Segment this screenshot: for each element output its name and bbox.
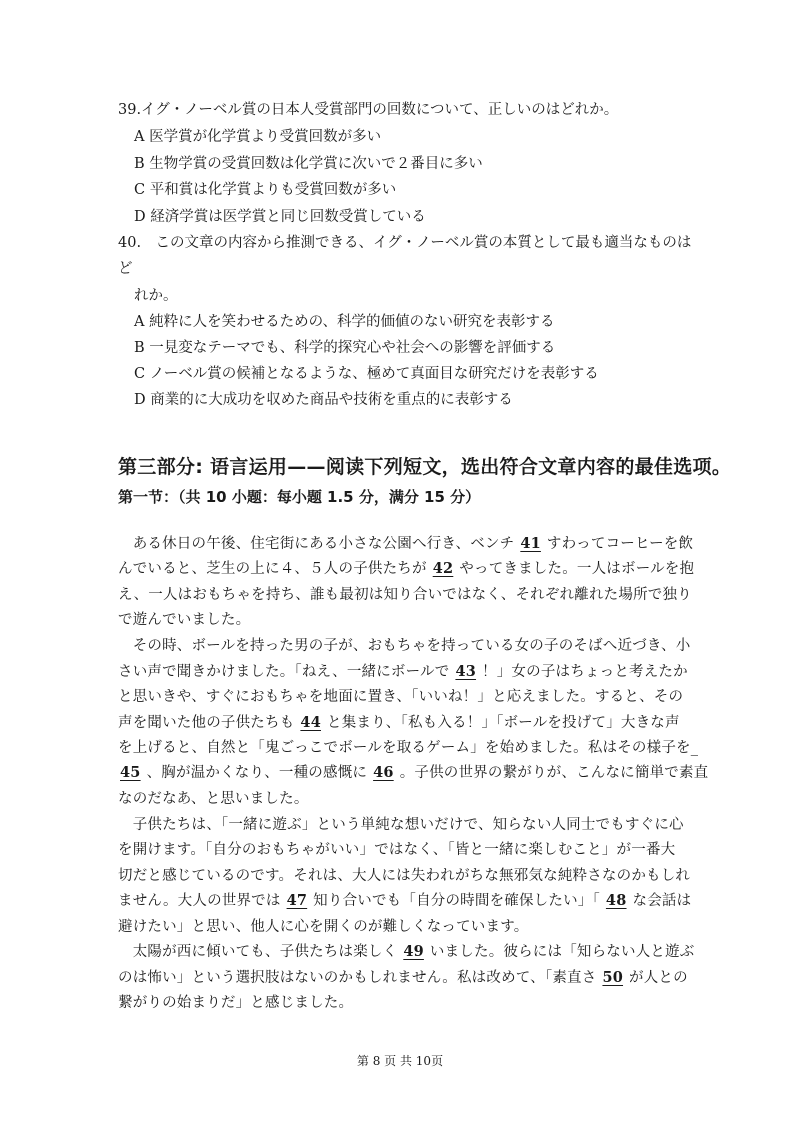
passage-line: さい声で聞きかけました。「ねえ、一緒にボールで 43 ！」女の子はちょっと考えたか [118,663,688,680]
blank-50: 50 [602,969,624,986]
passage-line: 子供たちは、「一緒に遊ぶ」という単純な想いだけで、知らない人同士でもすぐに心 [118,817,684,833]
passage-line: んでいると、芝生の上に４、５人の子供たちが 42 やってきました。一人はボールを抱 [118,560,695,577]
passage-line: 切だと感じているのです。それは、大人には失われがちな無邪気な純粋さなのかもしれ [118,868,691,884]
blank-45: 45 [120,764,141,781]
passage-line: 声を聞いた他の子供たちも 44 と集まり、「私も入る！」「ボールを投げて」大きな声 [118,714,680,731]
passage-line: なのだなあ、と思いました。 [118,791,309,807]
question-40-option-c: C ノーベル賞の候補となるような、極めて真面目な研究だけを表彰する [134,366,599,382]
section-subtitle: 第一节：（共 10 小题：每小题 1.5 分，满分 15 分） [118,488,481,506]
blank-43: 43 [455,663,477,680]
passage-line: 太陽が西に傾いても、子供たちは楽しく 49 いました。彼らには「知らない人と遊ぶ [118,943,695,960]
page-number-footer: 第 8 页 共 10页 [356,1054,444,1068]
question-40-option-a: A 純粋に人を笑わせるための、科学的価値のない研究を表彰する [134,314,555,330]
blank-41: 41 [520,535,541,552]
passage-line: を上げると、自然と「鬼ごっこでボールを取るゲーム」を始めました。私はその様子を_ [118,740,699,756]
question-39-option-c: C 平和賞は化学賞よりも受賞回数が多い [134,182,397,198]
passage-line: え、一人はおもちゃを持ち、誰も最初は知り合いではなく、それぞれ離れた場所で独り [118,587,692,603]
blank-48: 48 [605,892,627,909]
question-40-stem-cont: れか。 [134,288,178,304]
passage-line: ません。大人の世界では 47 知り合いでも「自分の時間を確保したい」「 48 な会話は [118,892,692,909]
passage-line: で遊んでいました。 [118,612,251,628]
passage-line: を開けます。「自分のおもちゃがいい」ではなく、「皆と一緒に楽しむこと」が一番大 [118,842,676,858]
passage-line: その時、ボールを持った男の子が、おもちゃを持っている女の子のそばへ近づき、小 [118,638,691,654]
question-40-option-d: D 商業的に大成功を収めた商品や技術を重点的に表彰する [134,392,513,408]
question-39-option-d: D 経済学賞は医学賞と同じ回数受賞している [134,209,426,225]
passage-line: ある休日の午後、住宅街にある小さな公園へ行き、ベンチ 41 すわってコーヒーを飲 [118,535,694,552]
passage-line: のは怖い」という選択肢はないのかもしれません。私は改めて、「素直さ 50 が人との [118,969,688,986]
question-40-option-b: B 一見変なテーマでも、科学的探究心や社会への影響を評価する [134,340,556,356]
blank-46: 46 [373,764,394,781]
passage-line: 繋がりの始まりだ」と感じました。 [118,995,354,1011]
passage-line: と思いきや、すぐにおもちゃを地面に置き、「いいね！」と応えました。すると、その [118,689,684,705]
blank-47: 47 [286,892,308,909]
blank-49: 49 [403,943,424,960]
question-39-option-a: A 医学賞が化学賞より受賞回数が多い [134,129,382,145]
question-40-stem-wrap: ど [118,261,133,277]
passage-line: 45 、胸が温かくなり、一種の感慨に 46 。子供の世界の繋がりが、こんなに簡単で素直 [120,764,709,781]
passage-line: 避けたい」と思い、他人に心を開くのが難しくなっています。 [118,919,529,935]
section-title: 第三部分: 语言运用——阅读下列短文，选出符合文章内容的最佳选项。 [118,456,732,478]
question-40-stem: 40. この文章の内容から推測できる、イグ・ノーベル賞の本質として最も適当なものは [118,235,692,251]
question-39-option-b: B 生物学賞の受賞回数は化学賞に次いで２番目に多い [134,156,483,172]
blank-42: 42 [432,560,454,577]
blank-44: 44 [300,714,321,731]
question-39-stem: 39.イグ・ノーベル賞の日本人受賞部門の回数について、正しいのはどれか。 [118,102,619,118]
